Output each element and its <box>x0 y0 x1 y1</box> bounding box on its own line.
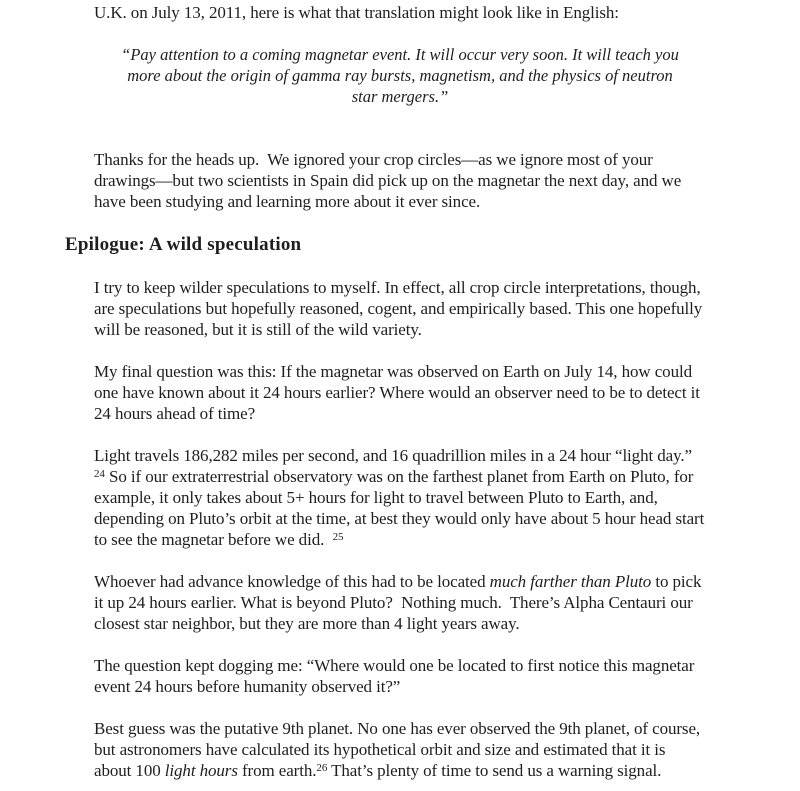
heading-epilogue: Epilogue: A wild speculation <box>65 234 302 255</box>
paragraph-final-question: My final question was this: If the magnetar was observed on Earth on July 14, how could one have known about it 24 hours earlier? Where would an observer need to be to detect it 24 hours ahead of time? <box>94 362 705 423</box>
paragraph-light-travels: Light travels 186,282 miles per second, and 16 quadrillion miles in a 24 hour “light day.” $^{24}$ So if our extraterrestrial observatory was on the farthest planet from Earth on Pluto, for example, it only takes about 5+ hours for light to travel between Pluto to Earth, and, depending on Pluto’s orbit at the time, at best they would only have about 5 hour head start to see the magnetar before we did. $^{25}$ <box>94 446 709 549</box>
paragraph-wild-speculation: I try to keep wilder speculations to myself. In effect, all crop circle interpretations, though, are speculations but hopefully reasoned, cogent, and empirically based. This one hopefully will be reasoned, but it is still of the wild variety. <box>94 278 707 339</box>
paragraph-whoever-advance-knowledge: Whoever had advance knowledge of this had to be located much farther than Pluto to pick it up 24 hours earlier. What is beyond Pluto? Nothing much. There’s Alpha Centauri our closest star neighbor, but they are more than 4 light years away. <box>94 572 706 633</box>
paragraph-thanks-heads-up: Thanks for the heads up. We ignored your crop circles—as we ignore most of your drawings—but two scientists in Spain did pick up on the magnetar the next day, and we have been studying and learning more about it ever since. <box>94 150 686 211</box>
paragraph-intro: U.K. on July 13, 2011, here is what that translation might look like in English: <box>94 3 619 22</box>
paragraph-question-dogging: The question kept dogging me: “Where would one be located to first notice this magnetar event 24 hours before humanity observed it?” <box>94 656 699 696</box>
paragraph-best-guess: Best guess was the putative 9th planet. No one has ever observed the 9th planet, of course, but astronomers have calculated its hypothetical orbit and size and estimated that it is about 100 light hours from earth.$^{26}$ That’s plenty of time to send us a warning signal. <box>94 719 705 780</box>
block-quote-magnetar-warning: “Pay attention to a coming magnetar event. It will occur very soon. It will teach you more about the origin of gamma ray bursts, magnetism, and the physics of neutron star mergers.” <box>121 45 683 106</box>
